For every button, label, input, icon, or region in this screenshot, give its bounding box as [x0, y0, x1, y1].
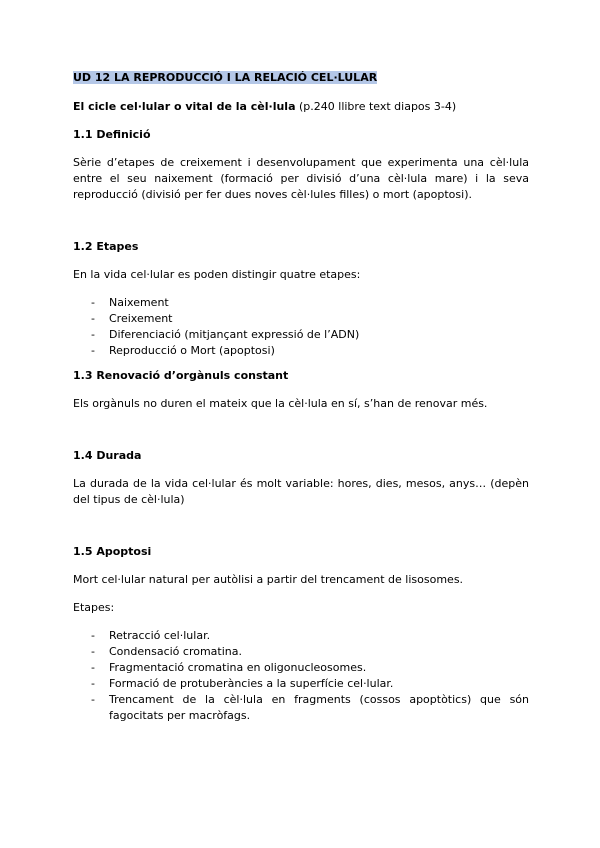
section-1-1-heading: 1.1 Definició: [73, 128, 151, 141]
subtitle: [73, 99, 529, 115]
list-item: - Retracció cel·lular.: [73, 628, 529, 644]
section-1-2-list: [73, 295, 529, 359]
section-1-4-text: La durada de la vida cel·lular és molt variable: hores, dies, mesos, anys… (depèn del tipus de cèl·lula): [73, 477, 529, 506]
section-1-1-text: Sèrie d’etapes de creixement i desenvolupament que experimenta una cèl·lula entre el seu naixement (formació per divisió d’una cèl·lula mare) i la seva reproducció (divisió per fer dues noves cèl·lules filles) o mort (apoptosi).: [73, 156, 529, 201]
list-item: - Formació de protuberàncies a la superfície cel·lular.: [73, 676, 529, 692]
list-item: - Diferenciació (mitjançant expressió de l’ADN): [73, 327, 529, 343]
list-item: - Trencament de la cèl·lula en fragments (cossos apoptòtics) que són fagocitats per macròfags.: [73, 692, 529, 724]
section-1-2-heading: 1.2 Etapes: [73, 240, 139, 253]
section-1-3-heading: 1.3 Renovació d’orgànuls constant: [73, 369, 289, 382]
section-1-5-heading: 1.5 Apoptosi: [73, 545, 152, 558]
subtitle-bold: El cicle cel·lular o vital de la cèl·lula: [73, 100, 296, 113]
section-1-5-intro: Etapes:: [73, 601, 115, 614]
title-wrap: [73, 70, 529, 86]
list-item: - Naixement: [73, 295, 529, 311]
subtitle-reference: (p.240 llibre text diapos 3-4): [295, 100, 457, 113]
section-1-3-text: Els orgànuls no duren el mateix que la cèl·lula en sí, s’han de renovar més.: [73, 397, 488, 410]
section-1-4-heading: 1.4 Durada: [73, 449, 142, 462]
section-1-5-list: [73, 628, 529, 724]
document-page: [73, 70, 529, 724]
document-title: UD 12 LA REPRODUCCIÓ I LA RELACIÓ CEL·LULAR: [73, 71, 378, 84]
section-1-2-intro: En la vida cel·lular es poden distingir quatre etapes:: [73, 268, 361, 281]
list-item: - Condensació cromatina.: [73, 644, 529, 660]
list-item: - Creixement: [73, 311, 529, 327]
list-item: - Fragmentació cromatina en oligonucleosomes.: [73, 660, 529, 676]
section-1-5-text: Mort cel·lular natural per autòlisi a partir del trencament de lisosomes.: [73, 573, 464, 586]
list-item: - Reproducció o Mort (apoptosi): [73, 343, 529, 359]
